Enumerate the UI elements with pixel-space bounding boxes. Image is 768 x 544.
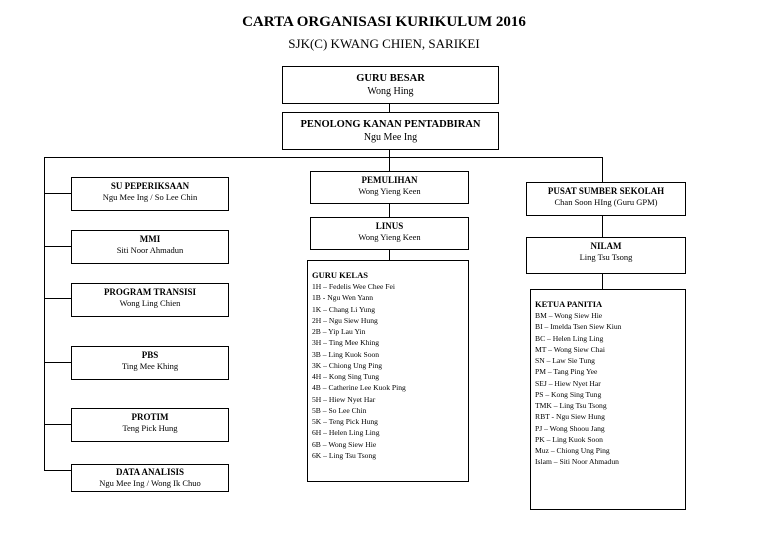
ketua-panitia-item: PM – Tang Ping Yee <box>535 367 598 377</box>
box-program-transisi <box>71 283 229 317</box>
connector-left-branch-6 <box>44 470 71 471</box>
box-penolong-kanan <box>282 112 499 150</box>
ketua-panitia-item: SEJ – Hiew Nyet Har <box>535 378 601 388</box>
guru-kelas-item: 1H – Fedelis Wee Chee Fei <box>312 282 395 291</box>
connector-right-nilam-panitia <box>602 273 603 289</box>
ketua-panitia-title: KETUA PANITIA <box>535 299 603 309</box>
penolong-kanan-title: PENOLONG KANAN PENTADBIRAN <box>300 119 481 130</box>
pusat-sumber-title: PUSAT SUMBER SEKOLAH <box>547 186 665 196</box>
guru-besar-name: Wong Hing <box>367 86 414 97</box>
pemulihan-name: Wong Yieng Keen <box>358 186 421 196</box>
guru-kelas-item: 6H – Helen Ling Ling <box>312 428 380 438</box>
connector-left-branch-5 <box>44 424 71 425</box>
guru-kelas-title: GURU KELAS <box>312 270 368 280</box>
ketua-panitia-item: MT – Wong Siew Chai <box>535 344 605 354</box>
guru-kelas-item: 6K – Ling Tsu Tsong <box>312 450 377 460</box>
ketua-panitia-item: PJ – Wong Shoou Jang <box>535 423 605 433</box>
ketua-panitia-item: BC – Helen Ling Ling <box>535 333 604 343</box>
chart-subtitle: SJK(C) KWANG CHIEN, SARIKEI <box>288 36 480 51</box>
connector-left-branch-2 <box>44 246 71 247</box>
ketua-panitia-item: TMK – Ling Tsu Tsong <box>535 401 607 410</box>
ketua-panitia-item: RBT - Ngu Siew Hung <box>535 412 605 422</box>
linus-name: Wong Yieng Keen <box>358 232 421 242</box>
guru-kelas-item: 3H – Ting Mee Khing <box>312 338 380 348</box>
program-transisi-name: Wong Ling Chien <box>119 298 181 308</box>
nilam-title: NILAM <box>590 241 622 251</box>
ketua-panitia-item: Islam – Siti Noor Ahmadun <box>535 457 619 467</box>
mmi-name: Siti Noor Ahmadun <box>116 245 184 255</box>
pemulihan-title: PEMULIHAN <box>361 175 418 185</box>
su-peperiksaan-title: SU PEPERIKSAAN <box>110 181 190 191</box>
guru-kelas-item: 4H – Kong Sing Tung <box>312 372 380 381</box>
data-analisis-title: DATA ANALISIS <box>116 467 184 477</box>
data-analisis-name: Ngu Mee Ing / Wong Ik Chuo <box>99 478 201 488</box>
box-protim <box>71 408 229 442</box>
guru-kelas-item: 3K – Chiong Ung Ping <box>312 360 383 370</box>
pbs-title: PBS <box>141 350 159 360</box>
connector-left-branch-4 <box>44 362 71 363</box>
program-transisi-title: PROGRAM TRANSISI <box>103 287 197 297</box>
ketua-panitia-item: SN – Law Sie Tung <box>535 356 595 365</box>
nilam-name: Ling Tsu Tsong <box>579 252 633 262</box>
box-guru-besar <box>282 66 499 104</box>
ketua-panitia-item: PS – Kong Sing Tung <box>535 389 602 399</box>
connector-middle-pemulihan-linus <box>389 203 390 218</box>
box-mmi <box>71 230 229 264</box>
ketua-panitia-item: PK – Ling Kuok Soon <box>535 434 603 444</box>
linus-title: LINUS <box>375 221 404 231</box>
guru-kelas-item: 5H – Hiew Nyet Har <box>312 394 376 404</box>
box-ketua-panitia <box>530 289 686 510</box>
ketua-panitia-item: BM – Wong Siew Hie <box>535 311 603 320</box>
guru-kelas-item: 5B – So Lee Chin <box>312 405 367 415</box>
box-pemulihan <box>310 171 469 204</box>
chart-title: CARTA ORGANISASI KURIKULUM 2016 <box>242 14 526 30</box>
connector-horizontal-bar <box>44 157 603 158</box>
box-guru-kelas <box>307 260 469 482</box>
protim-name: Teng Pick Hung <box>122 423 178 433</box>
mmi-title: MMI <box>139 234 161 244</box>
box-pbs <box>71 346 229 380</box>
ketua-panitia-item: BI – Imelda Tsen Siew Kiun <box>535 322 622 332</box>
guru-kelas-item: 1K – Chang Li Yung <box>312 304 375 314</box>
pbs-name: Ting Mee Khing <box>121 361 179 371</box>
guru-kelas-item: 2B – Yip Lau Yin <box>312 327 366 336</box>
connector-right-pss-nilam <box>602 215 603 237</box>
protim-title: PROTIM <box>131 412 169 422</box>
pusat-sumber-name: Chan Soon HIng (Guru GPM) <box>554 197 658 207</box>
guru-kelas-item: 1B - Ngu Wen Yann <box>312 293 374 303</box>
box-data-analisis <box>71 464 229 492</box>
guru-kelas-item: 4B – Catherine Lee Kuok Ping <box>312 383 406 393</box>
connector-left-branch-1 <box>44 193 71 194</box>
guru-kelas-item: 6B – Wong Siew Hie <box>312 439 377 449</box>
ketua-panitia-item: Muz – Chiong Ung Ping <box>535 446 610 455</box>
penolong-kanan-name: Ngu Mee Ing <box>363 132 418 143</box>
box-pusat-sumber-sekolah <box>526 182 686 216</box>
su-peperiksaan-name: Ngu Mee Ing / So Lee Chin <box>102 192 198 202</box>
box-linus <box>310 217 469 250</box>
connector-left-branch-3 <box>44 298 71 299</box>
connector-middle-linus-gurukelas <box>389 249 390 260</box>
guru-besar-title: GURU BESAR <box>356 73 425 84</box>
box-su-peperiksaan <box>71 177 229 211</box>
guru-kelas-item: 2H – Ngu Siew Hung <box>312 315 378 325</box>
connector-right-drop <box>602 157 603 182</box>
box-nilam <box>526 237 686 274</box>
connector-trunk-vertical <box>389 149 390 172</box>
guru-kelas-item: 5K – Teng Pick Hung <box>312 417 378 426</box>
guru-kelas-item: 3B – Ling Kuok Soon <box>312 349 380 359</box>
